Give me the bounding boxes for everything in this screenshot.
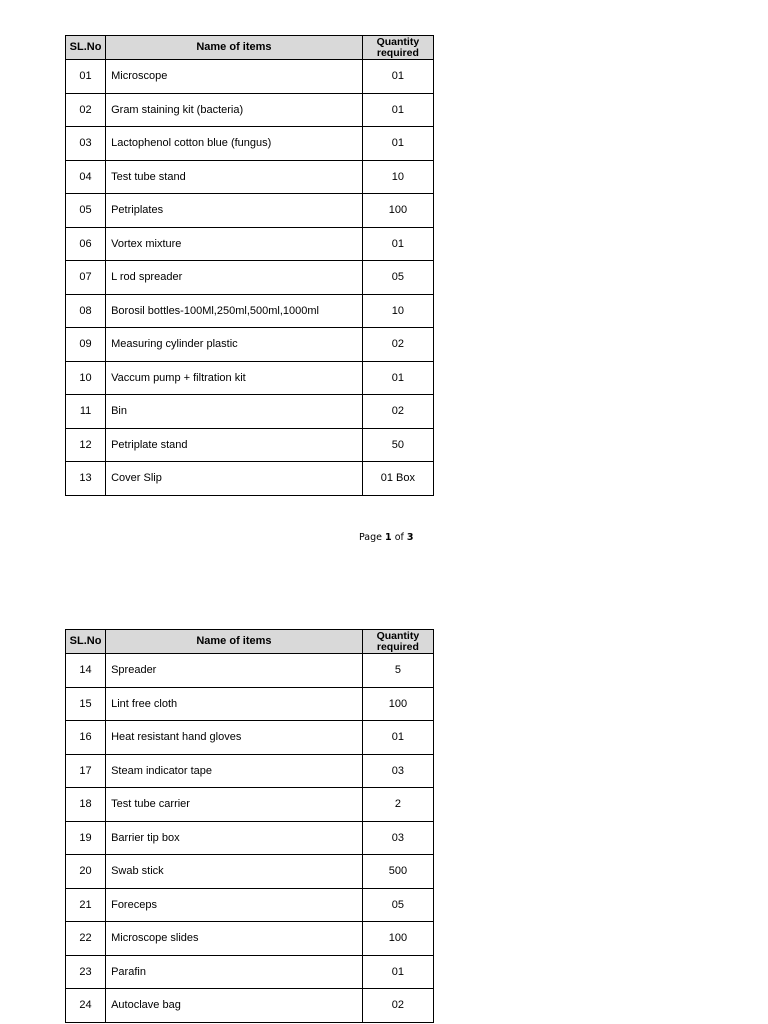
sl-no-cell: 01 [66, 60, 106, 94]
item-name-cell: Parafin [106, 955, 363, 989]
item-name-cell: Heat resistant hand gloves [106, 721, 363, 755]
sl-no-cell: 09 [66, 328, 106, 362]
quantity-cell: 100 [362, 922, 433, 956]
table-row [66, 989, 434, 1023]
item-name-cell: Test tube stand [106, 160, 363, 194]
quantity-cell: 01 [362, 127, 433, 161]
sl-no-cell: 23 [66, 955, 106, 989]
item-name-cell: Gram staining kit (bacteria) [106, 93, 363, 127]
header-name-of-items: Name of items [106, 630, 363, 654]
sl-no-cell: 05 [66, 194, 106, 228]
item-name-cell: Petriplates [106, 194, 363, 228]
quantity-cell: 01 [362, 60, 433, 94]
quantity-cell: 02 [362, 989, 433, 1023]
item-name-cell: Foreceps [106, 888, 363, 922]
quantity-cell: 2 [362, 788, 433, 822]
table-row [66, 754, 434, 788]
table-row [66, 687, 434, 721]
sl-no-cell: 15 [66, 687, 106, 721]
header-quantity-required: Quantity required [362, 36, 433, 60]
item-name-cell: Spreader [106, 654, 363, 688]
item-name-cell: Steam indicator tape [106, 754, 363, 788]
item-name-cell: Borosil bottles-100Ml,250ml,500ml,1000ml [106, 294, 363, 328]
sl-no-cell: 13 [66, 462, 106, 496]
quantity-cell: 01 [362, 955, 433, 989]
table-row [66, 160, 434, 194]
quantity-cell: 03 [362, 821, 433, 855]
table-row [66, 227, 434, 261]
table-row [66, 328, 434, 362]
sl-no-cell: 06 [66, 227, 106, 261]
quantity-cell: 50 [362, 428, 433, 462]
table-row [66, 428, 434, 462]
header-sl-no: SL.No [66, 36, 106, 60]
quantity-cell: 01 Box [362, 462, 433, 496]
table-row [66, 361, 434, 395]
sl-no-cell: 11 [66, 395, 106, 429]
sl-no-cell: 14 [66, 654, 106, 688]
page-word: Page [359, 532, 382, 543]
table-row [66, 955, 434, 989]
quantity-cell: 05 [362, 261, 433, 295]
sl-no-cell: 02 [66, 93, 106, 127]
table-header-row [66, 630, 434, 654]
quantity-cell: 03 [362, 754, 433, 788]
sl-no-cell: 18 [66, 788, 106, 822]
sl-no-cell: 20 [66, 855, 106, 889]
quantity-cell: 100 [362, 687, 433, 721]
table-header-row [66, 36, 434, 60]
table-body [66, 654, 434, 1023]
sl-no-cell: 21 [66, 888, 106, 922]
table-row [66, 127, 434, 161]
item-name-cell: Barrier tip box [106, 821, 363, 855]
sl-no-cell: 12 [66, 428, 106, 462]
table-row [66, 261, 434, 295]
table-row [66, 462, 434, 496]
item-name-cell: Petriplate stand [106, 428, 363, 462]
quantity-cell: 02 [362, 328, 433, 362]
header-sl-no: SL.No [66, 630, 106, 654]
item-name-cell: Cover Slip [106, 462, 363, 496]
item-name-cell: Swab stick [106, 855, 363, 889]
item-name-cell: Microscope [106, 60, 363, 94]
sl-no-cell: 22 [66, 922, 106, 956]
item-name-cell: Vortex mixture [106, 227, 363, 261]
quantity-cell: 05 [362, 888, 433, 922]
table-row [66, 93, 434, 127]
quantity-cell: 01 [362, 361, 433, 395]
item-name-cell: Vaccum pump + filtration kit [106, 361, 363, 395]
sl-no-cell: 10 [66, 361, 106, 395]
sl-no-cell: 08 [66, 294, 106, 328]
quantity-cell: 500 [362, 855, 433, 889]
table-body [66, 60, 434, 496]
header-quantity-required: Quantity required [362, 630, 433, 654]
table-row [66, 654, 434, 688]
item-name-cell: L rod spreader [106, 261, 363, 295]
page-number-footer [359, 532, 414, 543]
table-row [66, 788, 434, 822]
table-row [66, 60, 434, 94]
current-page-number: 1 [385, 532, 392, 543]
quantity-cell: 01 [362, 721, 433, 755]
item-name-cell: Bin [106, 395, 363, 429]
table-row [66, 194, 434, 228]
item-name-cell: Test tube carrier [106, 788, 363, 822]
quantity-cell: 5 [362, 654, 433, 688]
quantity-cell: 01 [362, 227, 433, 261]
item-name-cell: Lactophenol cotton blue (fungus) [106, 127, 363, 161]
sl-no-cell: 19 [66, 821, 106, 855]
table-row [66, 922, 434, 956]
item-name-cell: Lint free cloth [106, 687, 363, 721]
quantity-cell: 10 [362, 160, 433, 194]
header-name-of-items: Name of items [106, 36, 363, 60]
sl-no-cell: 17 [66, 754, 106, 788]
quantity-cell: 10 [362, 294, 433, 328]
items-table-page-1 [65, 35, 434, 496]
item-name-cell: Measuring cylinder plastic [106, 328, 363, 362]
table-row [66, 821, 434, 855]
quantity-cell: 01 [362, 93, 433, 127]
of-word: of [394, 532, 404, 543]
items-table-page-2 [65, 629, 434, 1023]
item-name-cell: Microscope slides [106, 922, 363, 956]
table-row [66, 395, 434, 429]
table-row [66, 855, 434, 889]
quantity-cell: 100 [362, 194, 433, 228]
sl-no-cell: 07 [66, 261, 106, 295]
sl-no-cell: 04 [66, 160, 106, 194]
table-row [66, 294, 434, 328]
sl-no-cell: 03 [66, 127, 106, 161]
sl-no-cell: 16 [66, 721, 106, 755]
table-row [66, 888, 434, 922]
total-pages-number: 3 [406, 532, 414, 543]
item-name-cell: Autoclave bag [106, 989, 363, 1023]
sl-no-cell: 24 [66, 989, 106, 1023]
table-row [66, 721, 434, 755]
quantity-cell: 02 [362, 395, 433, 429]
